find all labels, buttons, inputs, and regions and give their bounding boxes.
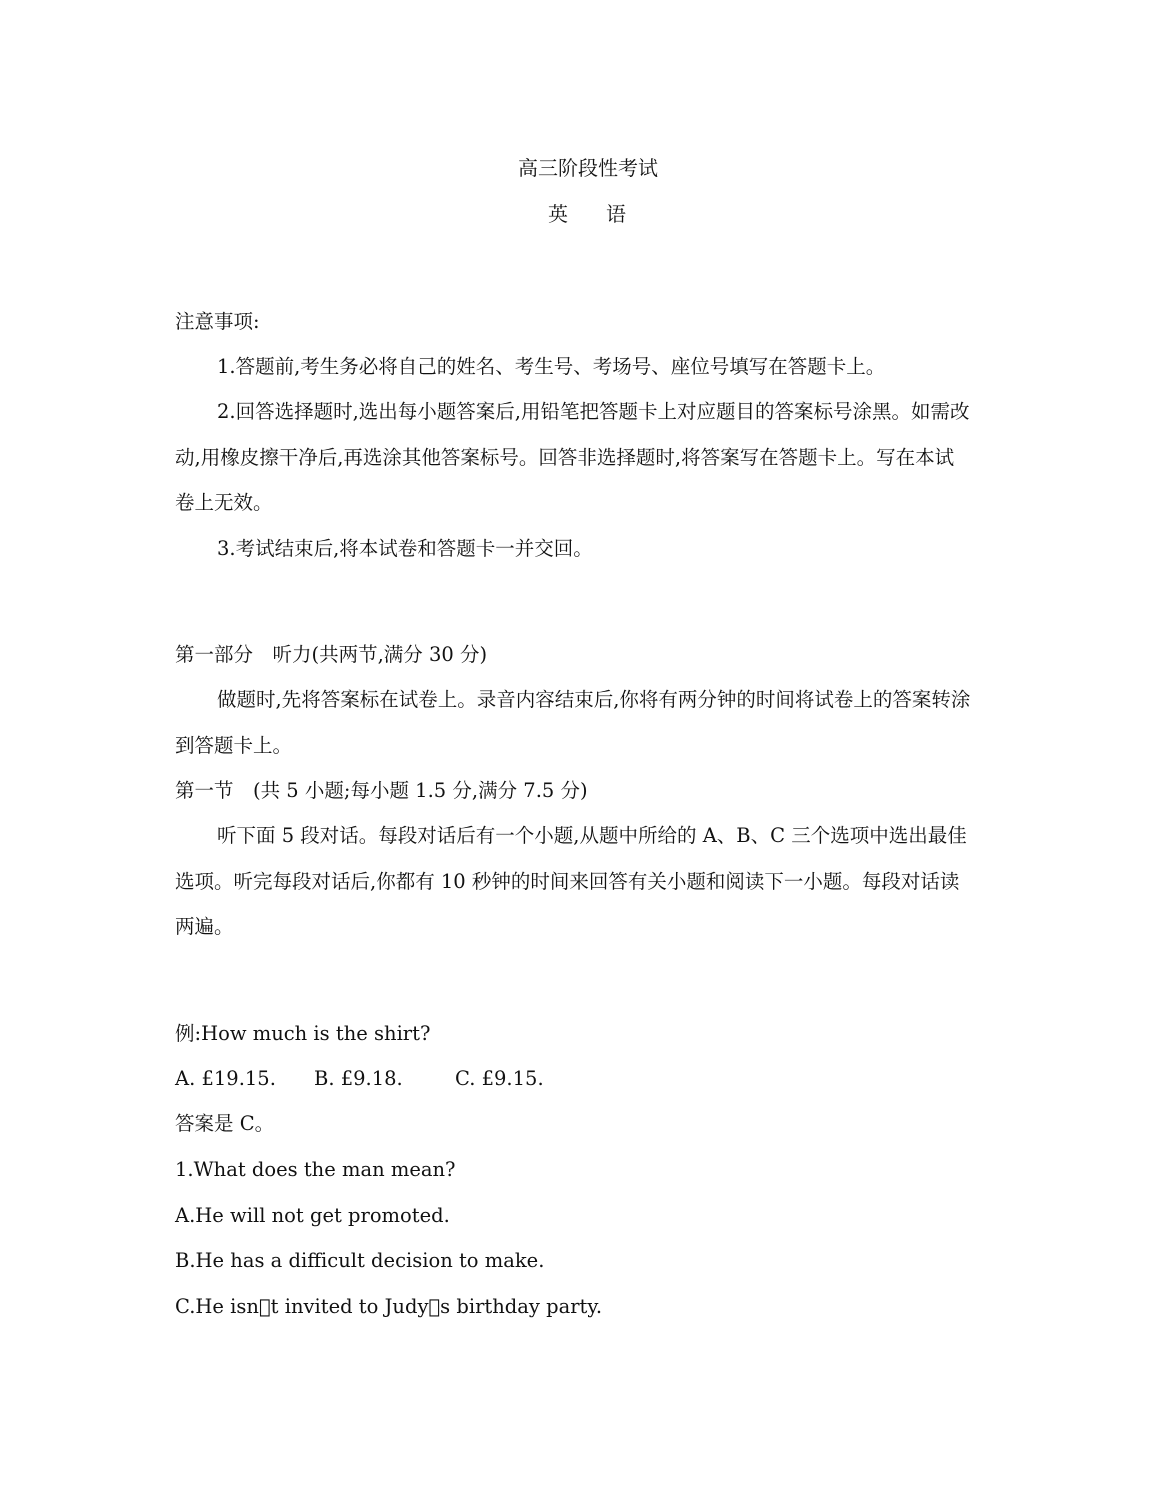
question-1-option-a: A.He will not get promoted. — [175, 1204, 450, 1227]
subject-char-1: 英 — [548, 202, 570, 226]
subject-title — [0, 201, 1176, 227]
question-1-stem: 1.What does the man mean? — [175, 1158, 456, 1181]
example-option-b: B. £9.18. — [314, 1067, 403, 1090]
example-options — [175, 1066, 544, 1092]
subject-char-2: 语 — [606, 202, 628, 226]
notice-item-1: 1.答题前,考生务必将自己的姓名、考生号、考场号、座位号填写在答题卡上。 — [217, 355, 886, 378]
example-question: 例:How much is the shirt? — [175, 1022, 431, 1045]
notice-item-2-line-1: 2.回答选择题时,选出每小题答案后,用铅笔把答题卡上对应题目的答案标号涂黑。如需改 — [217, 400, 970, 423]
page-title: 高三阶段性考试 — [518, 156, 658, 180]
part1-heading: 第一部分 听力(共两节,满分 30 分) — [175, 643, 488, 666]
example-answer: 答案是 C。 — [175, 1112, 275, 1135]
example-option-c: C. £9.15. — [455, 1067, 544, 1090]
notice-item-2-line-2: 动,用橡皮擦干净后,再选涂其他答案标号。回答非选择题时,将答案写在答题卡上。写在本试 — [175, 446, 955, 469]
example-option-a: A. £19.15. — [175, 1067, 276, 1090]
notice-item-2-line-3: 卷上无效。 — [175, 491, 273, 514]
section1-instructions-line-1: 听下面 5 段对话。每段对话后有一个小题,从题中所给的 A、B、C 三个选项中选出最佳 — [217, 824, 967, 847]
section1-instructions-line-3: 两遍。 — [175, 915, 234, 938]
question-1-option-b: B.He has a difficult decision to make. — [175, 1249, 545, 1272]
notice-item-3: 3.考试结束后,将本试卷和答题卡一并交回。 — [217, 537, 593, 560]
section1-instructions-line-2: 选项。听完每段对话后,你都有 10 秒钟的时间来回答有关小题和阅读下一小题。每段对话读 — [175, 870, 960, 893]
part1-intro-line-1: 做题时,先将答案标在试卷上。录音内容结束后,你将有两分钟的时间将试卷上的答案转涂 — [217, 688, 971, 711]
part1-intro-line-2: 到答题卡上。 — [175, 734, 293, 757]
notice-heading: 注意事项: — [175, 310, 260, 333]
question-1-option-c: C.He isn t invited to Judy s birthday party. — [175, 1295, 603, 1318]
section1-heading: 第一节 (共 5 小题;每小题 1.5 分,满分 7.5 分) — [175, 779, 588, 802]
